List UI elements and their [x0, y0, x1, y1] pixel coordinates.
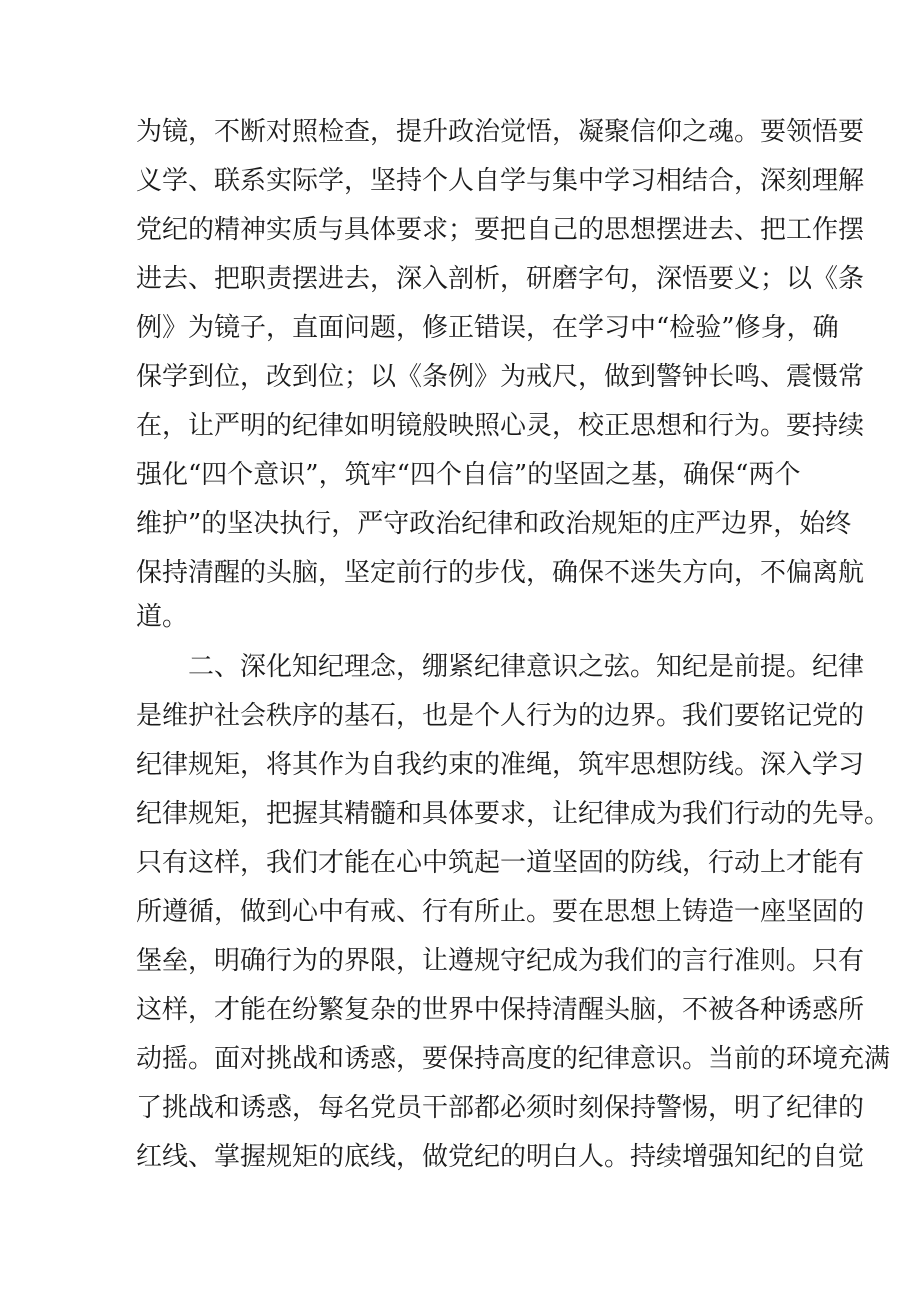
text-line: 维护”的坚决执行，严守政治纪律和政治规矩的庄严边界，始终	[136, 509, 852, 539]
text-line: 这样，才能在纷繁复杂的世界中保持清醒头脑，不被各种诱惑所	[136, 995, 865, 1025]
text-line: 了挑战和诱惑，每名党员干部都必须时刻保持警惕，明了纪律的	[136, 1093, 865, 1123]
paragraph-heading-line: 二、深化知纪理念，绷紧纪律意识之弦。知纪是前提。纪律	[188, 652, 865, 682]
text-line: 纪律规矩，把握其精髓和具体要求，让纪律成为我们行动的先导。	[136, 799, 891, 829]
text-line: 强化“四个意识”，筑牢“四个自信”的坚固之基，确保“两个	[136, 460, 801, 490]
text-line: 党纪的精神实质与具体要求；要把自己的思想摆进去、把工作摆	[136, 215, 865, 245]
text-line: 所遵循，做到心中有戒、行有所止。要在思想上铸造一座坚固的	[136, 897, 865, 927]
text-line: 例》为镜子，直面问题，修正错误，在学习中“检验”修身，确	[136, 313, 839, 343]
text-line: 保学到位，改到位；以《条例》为戒尺，做到警钟长鸣、震慑常	[136, 362, 865, 392]
text-line: 保持清醒的头脑，坚定前行的步伐，确保不迷失方向，不偏离航	[136, 558, 865, 588]
text-line: 进去、把职责摆进去，深入剖析，研磨字句，深悟要义；以《条	[136, 264, 865, 294]
text-line: 纪律规矩，将其作为自我约束的准绳，筑牢思想防线。深入学习	[136, 750, 865, 780]
text-line: 红线、掌握规矩的底线，做党纪的明白人。持续增强知纪的自觉	[136, 1142, 865, 1172]
text-line: 只有这样，我们才能在心中筑起一道坚固的防线，行动上才能有	[136, 848, 865, 878]
text-line: 道。	[136, 602, 189, 632]
text-line: 动摇。面对挑战和诱惑，要保持高度的纪律意识。当前的环境充满	[136, 1044, 891, 1074]
text-line: 在，让严明的纪律如明镜般映照心灵，校正思想和行为。要持续	[136, 411, 865, 441]
text-line: 为镜，不断对照检查，提升政治觉悟，凝聚信仰之魂。要领悟要	[136, 117, 865, 147]
text-line: 义学、联系实际学，坚持个人自学与集中学习相结合，深刻理解	[136, 166, 865, 196]
text-line: 堡垒，明确行为的界限，让遵规守纪成为我们的言行准则。只有	[136, 946, 865, 976]
text-line: 是维护社会秩序的基石，也是个人行为的边界。我们要铭记党的	[136, 701, 865, 731]
